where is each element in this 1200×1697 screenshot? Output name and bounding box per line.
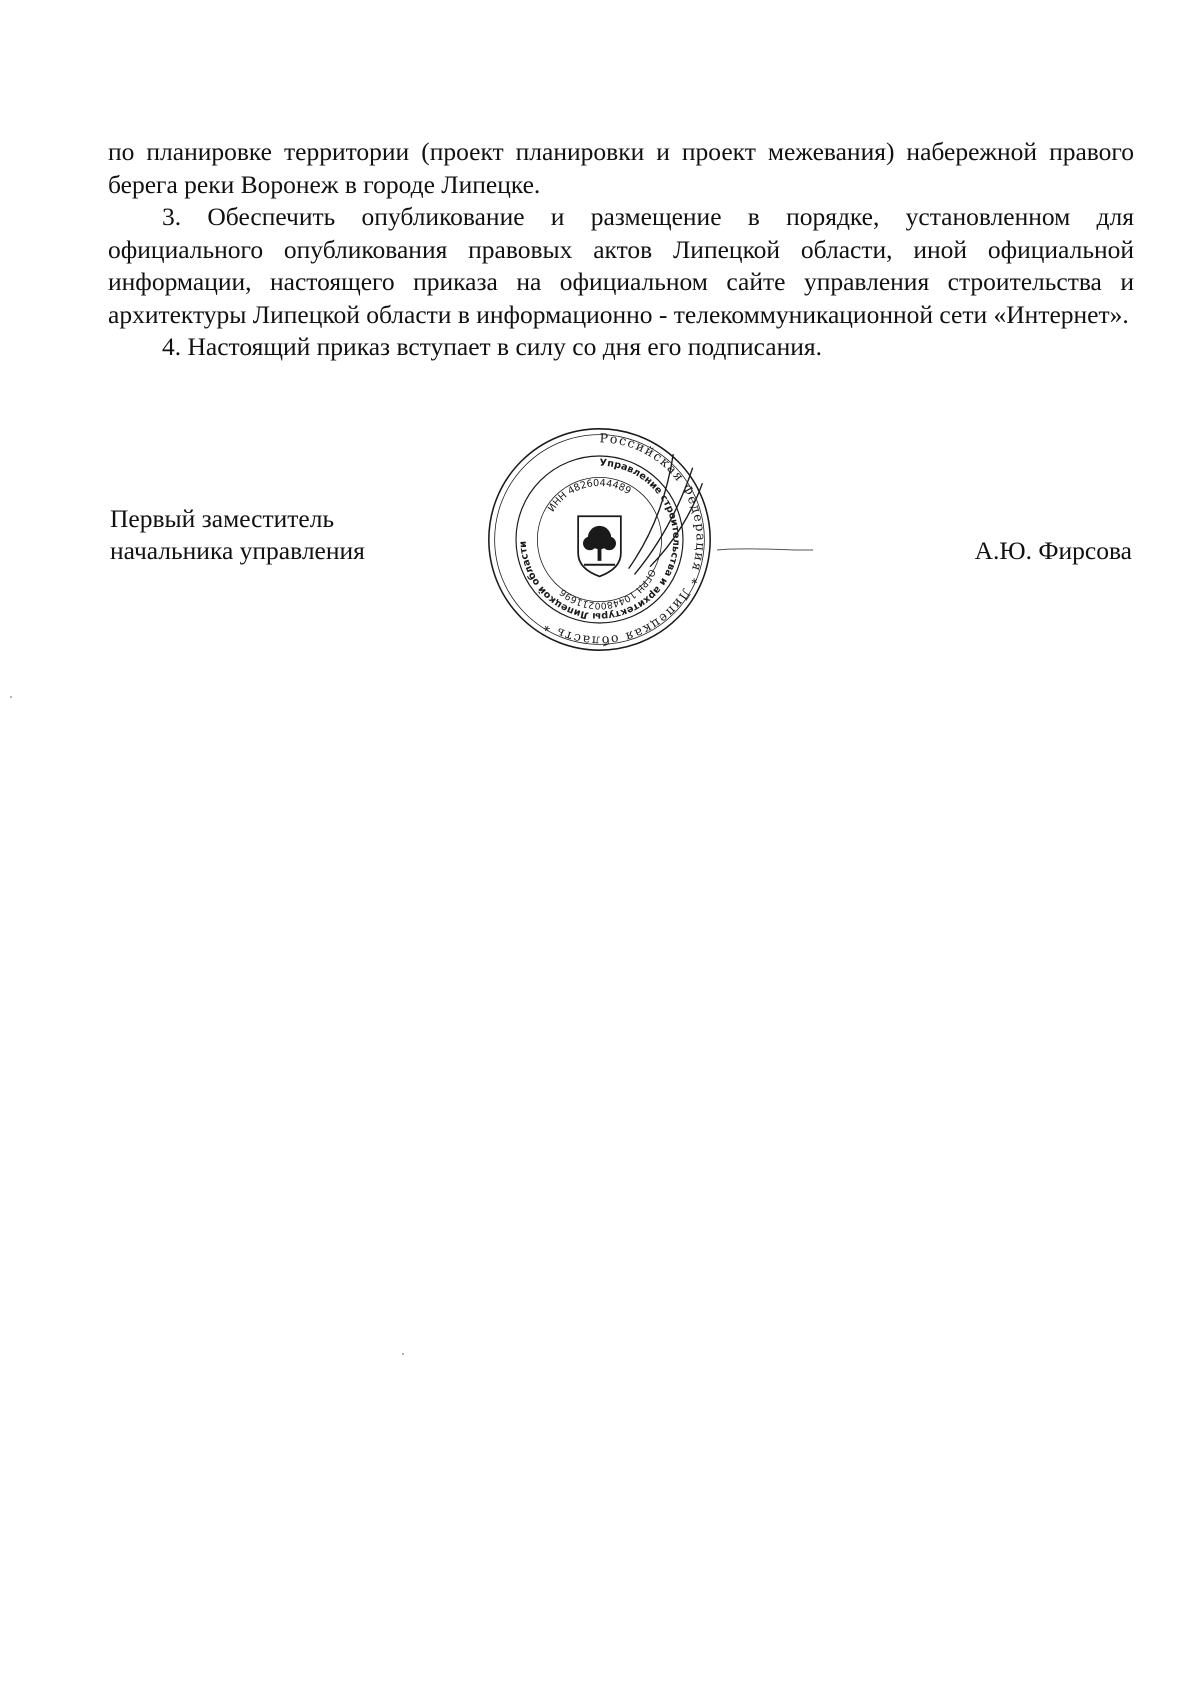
seal-ogrn-text: ОГРН 1044800211696: [557, 567, 658, 611]
coat-of-arms-icon: [578, 516, 621, 576]
paragraph-item-3: 3. Обеспечить опубликование и размещение в порядке, установленном для официального опубликования правовых актов Липецкой области, иной официальной информации, настоящего приказа на официальном сайте управления строительства и архитектуры Липецкой области в информационно - телекоммуникационной сети «Интернет».: [108, 202, 1134, 329]
scan-artifact: [10, 696, 12, 698]
signer-name: А.Ю. Фирсова: [974, 536, 1132, 565]
signature-stroke: [715, 538, 815, 558]
seal-inner-text: Управление строительства и архитектуры Липецкой области: [517, 457, 682, 622]
seal-inn-text: ИНН 4826044489: [546, 477, 633, 515]
signatory-position: [110, 503, 365, 567]
paragraph-continuation: по планировке территории (проект планировки и проект межевания) набережной правого берега реки Воронеж в городе Липецке.: [108, 137, 1134, 199]
seal-outer-text: Российская Федерация * Липецкая область *: [539, 430, 709, 649]
scan-artifact: [402, 1353, 404, 1355]
paragraph-item-4: 4. Настоящий приказ вступает в силу со дня его подписания.: [162, 332, 822, 361]
position-line-2: начальника управления: [110, 536, 365, 565]
official-seal: [483, 423, 716, 656]
position-line-1: Первый заместитель: [110, 504, 335, 533]
document-body: [108, 136, 1134, 364]
